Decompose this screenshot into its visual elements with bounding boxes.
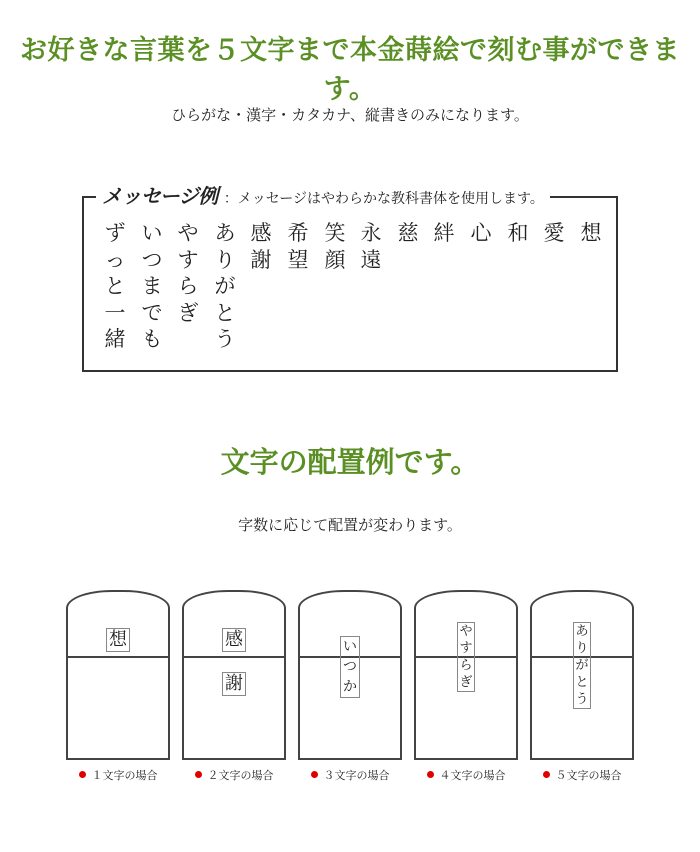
message-example-char: ま [141,274,163,298]
placement-heading: 文字の配置例です。 [220,445,480,479]
message-example-char: 遠 [360,247,382,272]
message-example-column [505,220,531,247]
message-example-column [358,220,384,273]
message-example-header [96,182,550,213]
engraved-char: り [575,641,589,656]
message-example-char: つ [141,247,163,272]
message-example-char: 感 [250,221,272,245]
message-example-char: ず [104,221,126,245]
message-example-column [248,220,274,273]
engraved-char: 想 [106,628,130,652]
nameplate-1 [66,590,170,760]
engraved-char: う [575,692,589,707]
placement-caption-text: １文字の場合 [91,769,158,782]
message-example-column [395,220,421,247]
engraved-text [340,636,360,698]
message-example-char: 和 [507,221,529,245]
message-example-char: ら [177,274,199,298]
message-example-char: 一 [104,300,126,325]
message-example-column [578,220,604,247]
engraved-text [106,628,130,652]
message-example-char: 笑 [324,221,346,245]
message-example-title: メッセージ例 [102,184,218,208]
message-example-column [431,220,457,247]
engraved-char: や [459,624,473,639]
message-example-char: 永 [360,221,382,245]
message-example-column [322,220,348,273]
engraved-char: い [343,639,357,655]
nameplate-divider [68,656,168,658]
engraved-char: 感 [222,628,246,652]
placement-caption [292,767,408,783]
message-example-font-note: ：メッセージはやわらかな教科書体を使用します。 [223,191,544,207]
placement-note: 字数に応じて配置が変わります。 [238,516,462,534]
message-example-char: っ [104,247,126,272]
engraved-char: が [575,658,589,673]
message-example-char: 絆 [433,221,455,245]
placement-caption [408,767,524,783]
message-example-char: 謝 [250,247,272,272]
nameplate-4 [414,590,518,760]
engraved-char: ら [459,658,473,673]
bullet-dot-icon [311,771,318,778]
message-example-char: で [141,300,163,325]
message-example-column [468,220,494,247]
message-example-char: う [214,327,236,351]
message-example-column [212,220,238,353]
message-example-column [285,220,311,273]
message-example-char: 想 [580,221,602,245]
message-example-char: が [214,274,236,298]
placement-caption [524,767,640,783]
placement-caption [176,767,292,783]
bullet-dot-icon [79,771,86,778]
bullet-dot-icon [195,771,202,778]
engraved-char: か [343,679,357,695]
engraved-char: す [459,641,473,656]
message-example-char: 慈 [397,221,419,245]
message-example-char: 心 [470,221,492,245]
engraved-char: あ [575,624,589,639]
message-example-char: ぎ [177,300,199,325]
placement-caption-text: ５文字の場合 [555,769,622,782]
character-type-note: ひらがな・漢字・カタカナ、縦書きのみになります。 [171,106,529,124]
message-example-column [102,220,128,353]
message-example-char: も [141,327,163,351]
engraved-char: 謝 [222,672,246,696]
message-example-char: と [214,300,236,325]
message-example-char: と [104,274,126,298]
placement-caption-text: ２文字の場合 [207,769,274,782]
message-example-column [541,220,567,247]
message-example-column [175,220,201,326]
message-example-char: あ [214,221,236,245]
engraved-text [222,628,246,696]
placement-caption-text: ３文字の場合 [323,769,390,782]
message-example-char: り [214,247,236,272]
message-example-char: 緒 [104,327,126,351]
engraved-char: と [575,675,589,690]
message-example-char: や [177,221,199,245]
engraved-char: ぎ [459,675,473,690]
engraved-text [457,622,475,692]
engraved-text [573,622,591,709]
message-example-column [139,220,165,353]
message-example-char: 希 [287,221,309,245]
message-example-char: す [177,247,199,272]
message-example-char: 顔 [324,247,346,272]
bullet-dot-icon [427,771,434,778]
bullet-dot-icon [543,771,550,778]
main-heading: お好きな言葉を５文字まで本金蒔絵で刻む事ができます。 [20,35,680,105]
message-example-char: い [141,221,163,245]
message-example-char: 望 [287,247,309,272]
placement-caption-text: ４文字の場合 [439,769,506,782]
nameplate-3 [298,590,402,760]
nameplate-2 [182,590,286,760]
message-example-char: 愛 [543,221,565,245]
placement-caption [60,767,176,783]
engraved-char: つ [343,659,357,675]
nameplate-5 [530,590,634,760]
